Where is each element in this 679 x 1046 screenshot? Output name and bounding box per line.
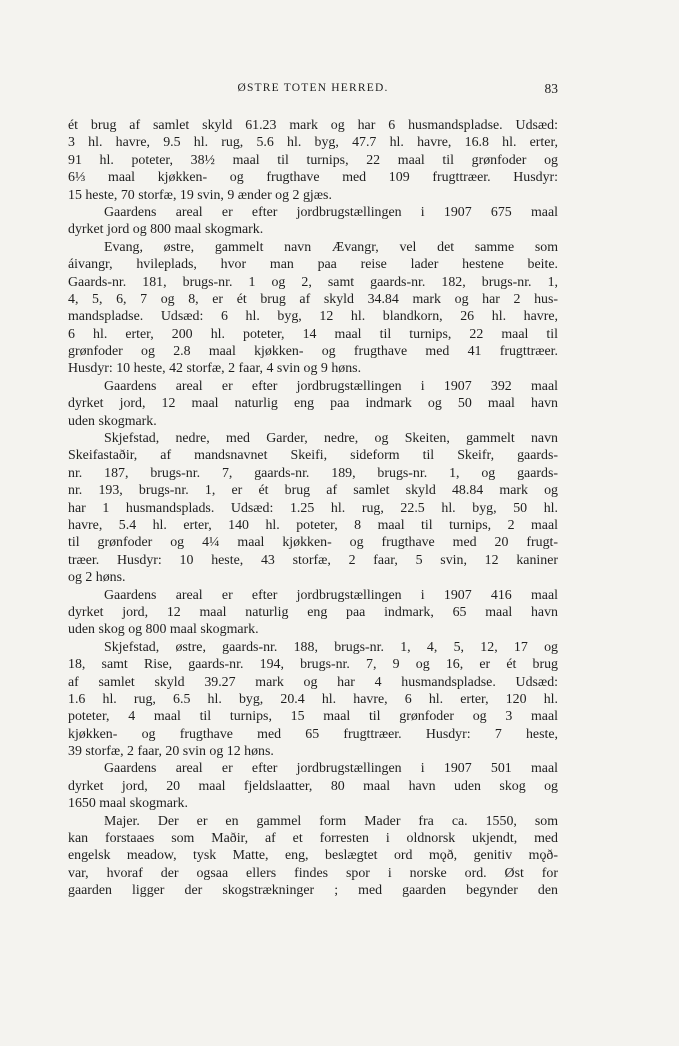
text-line: 6 hl. erter, 200 hl. poteter, 14 maal til turnips, 22 maal til	[68, 326, 558, 342]
text-line: Skjefstad, nedre, med Garder, nedre, og Skeiten, gammelt navn	[104, 431, 558, 447]
text-line: 18, samt Rise, gaards-nr. 194, brugs-nr. 7, 9 og 16, er ét brug	[68, 657, 558, 673]
body-text	[68, 117, 558, 900]
text-line: Gaardens areal er efter jordbrugstællingen i 1907 392 maal	[104, 378, 558, 394]
text-line: Gaardens areal er efter jordbrugstællingen i 1907 416 maal	[104, 587, 558, 603]
running-header	[68, 82, 558, 100]
text-line: 1650 maal skogmark.	[68, 796, 188, 812]
text-line: ét brug af samlet skyld 61.23 mark og har 6 husmandspladse. Udsæd:	[68, 118, 558, 133]
text-line: havre, 5.4 hl. erter, 140 hl. poteter, 8 maal til turnips, 2 maal	[68, 517, 558, 533]
text-line: 3 hl. havre, 9.5 hl. rug, 5.6 hl. byg, 47.7 hl. havre, 16.8 hl. erter,	[68, 135, 558, 151]
text-line: mandspladse. Udsæd: 6 hl. byg, 12 hl. blandkorn, 26 hl. havre,	[68, 309, 558, 325]
text-line: 6⅓ maal kjøkken- og frugthave med 109 frugttræer. Husdyr:	[68, 170, 558, 186]
text-line: 15 heste, 70 storfæ, 19 svin, 9 ænder og 2 gjæs.	[68, 187, 332, 203]
text-line: var, hvoraf der ogsaa ellers findes spor i norske ord. Øst for	[68, 865, 558, 881]
text-line: dyrket jord, 12 maal naturlig eng paa indmark og 50 maal havn	[68, 396, 558, 412]
text-line: gaarden ligger der skogstrækninger ; med gaarden begynder den	[68, 883, 558, 899]
text-line: engelsk meadow, tysk Matte, eng, beslægtet ord mǫð, genitiv mǫð-	[68, 848, 558, 864]
text-line: dyrket jord og 800 maal skogmark.	[68, 222, 264, 238]
page-number: 83	[544, 81, 558, 96]
text-line: Skjefstad, østre, gaards-nr. 188, brugs-nr. 1, 4, 5, 12, 17 og	[104, 639, 558, 655]
text-line: Evang, østre, gammelt navn Ævangr, vel det samme som	[104, 239, 558, 255]
text-line: nr. 187, brugs-nr. 7, gaards-nr. 189, brugs-nr. 1, og gaards-	[68, 465, 558, 481]
text-line: 4, 5, 6, 7 og 8, er ét brug af skyld 34.84 mark og har 2 hus-	[68, 291, 558, 307]
text-line: grønfoder og 2.8 maal kjøkken- og frugthave med 41 frugttræer.	[68, 344, 558, 360]
text-line: 39 storfæ, 2 faar, 20 svin og 12 høns.	[68, 744, 274, 760]
text-line: Majer. Der er en gammel form Mader fra ca. 1550, som	[104, 813, 558, 829]
text-line: træer. Husdyr: 10 heste, 43 storfæ, 2 faar, 5 svin, 12 kaniner	[68, 552, 558, 568]
text-line: Skeifastaðir, af mandsnavnet Skeifi, sideform til Skeifr, gaards-	[68, 448, 558, 464]
text-line: kjøkken- og frugthave med 65 frugttræer. Husdyr: 7 heste,	[68, 726, 558, 742]
text-line: af samlet skyld 39.27 mark og har 4 husmandspladse. Udsæd:	[68, 674, 558, 690]
text-line: Gaards-nr. 181, brugs-nr. 1 og 2, samt gaards-nr. 182, brugs-nr. 1,	[68, 274, 558, 290]
text-line: har 1 husmandsplads. Udsæd: 1.25 hl. rug, 22.5 hl. byg, 50 hl.	[68, 500, 558, 516]
text-line: uden skog og 800 maal skogmark.	[68, 622, 259, 638]
text-line: Husdyr: 10 heste, 42 storfæ, 2 faar, 4 svin og 9 høns.	[68, 361, 362, 377]
text-line: 1.6 hl. rug, 6.5 hl. byg, 20.4 hl. havre, 6 hl. erter, 120 hl.	[68, 691, 558, 707]
text-line: Gaardens areal er efter jordbrugstællingen i 1907 501 maal	[104, 761, 558, 777]
text-line: dyrket jord, 20 maal fjeldslaatter, 80 maal havn uden skog og	[68, 778, 558, 794]
text-line: 91 hl. poteter, 38½ maal til turnips, 22 maal til grønfoder og	[68, 152, 558, 168]
text-line: nr. 193, brugs-nr. 1, er ét brug af samlet skyld 48.84 mark og	[68, 483, 558, 499]
text-line: dyrket jord, 12 maal naturlig eng paa indmark, 65 maal havn	[68, 604, 558, 620]
text-line: kan forstaaes som Maðir, af et forresten i oldnorsk ukjendt, med	[68, 831, 558, 847]
text-line: til grønfoder og 4¼ maal kjøkken- og frugthave med 20 frugt-	[68, 535, 558, 551]
text-line: Gaardens areal er efter jordbrugstællingen i 1907 675 maal	[104, 204, 558, 220]
text-line: uden skogmark.	[68, 413, 157, 429]
text-line: poteter, 4 maal til turnips, 15 maal til grønfoder og 3 maal	[68, 709, 558, 725]
text-line: og 2 høns.	[68, 570, 126, 586]
text-line: áivangr, hvileplads, hvor man paa reise lader hestene beite.	[68, 257, 558, 273]
header-title: ØSTRE TOTEN HERRED.	[237, 82, 389, 94]
